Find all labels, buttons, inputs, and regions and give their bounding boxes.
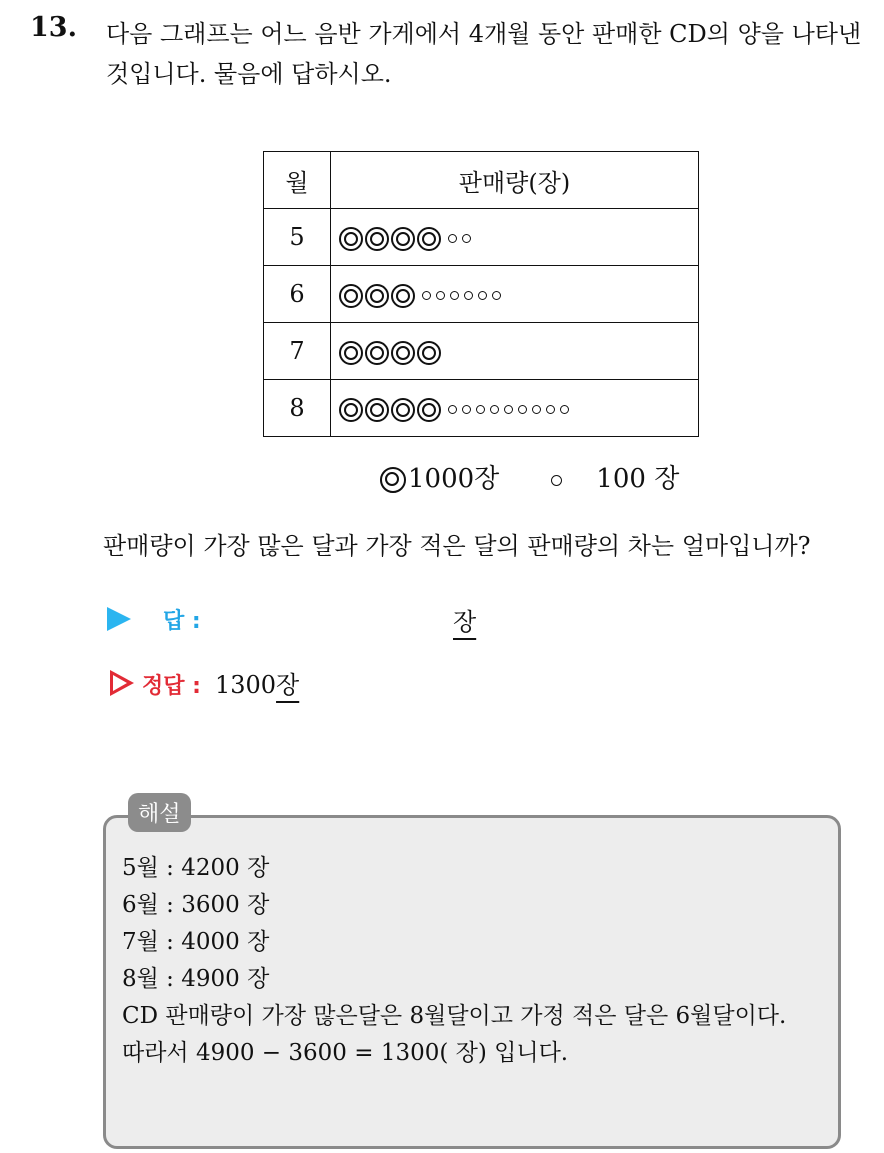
question-prompt: 판매량이 가장 많은 달과 가장 적은 달의 판매량의 차는 얼마입니까? (103, 532, 811, 560)
table-row (264, 323, 699, 380)
small-circle-icon (560, 405, 569, 414)
small-circle-icon (462, 234, 471, 243)
question-text: 다음 그래프는 어느 음반 가게에서 4개월 동안 판매한 CD의 양을 나타낸 것입니다. 물음에 답하시오. (106, 20, 862, 88)
explanation-line: 5월 : 4200 장 (122, 855, 270, 881)
big-circle-icon (365, 398, 389, 422)
small-circle-icon (422, 291, 431, 300)
big-circle-icon (417, 227, 441, 251)
correct-answer-row (110, 665, 299, 700)
answer-label: 답 : (163, 609, 201, 634)
table-header-row (264, 152, 699, 209)
small-circle-icon (450, 291, 459, 300)
big-circle-icon (380, 467, 406, 493)
small-circle-icon (492, 291, 501, 300)
symbol-cell (331, 323, 699, 380)
correct-value: 1300 (214, 671, 277, 699)
big-circle-icon (391, 398, 415, 422)
symbol-cell (331, 380, 699, 437)
big-circle-icon (417, 341, 441, 365)
explanation-text (122, 850, 838, 1072)
symbol-cell (331, 209, 699, 266)
small-circle-icon (436, 291, 445, 300)
answer-row (107, 604, 477, 636)
small-circle-icon (490, 405, 499, 414)
correct-unit: 장 (276, 671, 300, 699)
answer-unit: 장 (453, 608, 477, 636)
small-circle-icon (546, 405, 555, 414)
big-circle-icon (339, 284, 363, 308)
explanation-line: 6월 : 3600 장 (122, 892, 270, 918)
small-circle-icon (464, 291, 473, 300)
table-row (264, 266, 699, 323)
header-sales: 판매량(장) (331, 152, 699, 209)
big-circle-icon (417, 398, 441, 422)
small-circle-icon (532, 405, 541, 414)
symbol-cell (331, 266, 699, 323)
big-circle-icon (391, 341, 415, 365)
small-circle-icon (551, 475, 562, 486)
small-circle-icon (448, 234, 457, 243)
big-circle-icon (339, 398, 363, 422)
table-row (264, 380, 699, 437)
explanation-line: 7월 : 4000 장 (122, 929, 270, 955)
legend (380, 458, 679, 495)
big-circle-icon (365, 341, 389, 365)
small-circle-icon (478, 291, 487, 300)
pictograph-table (263, 151, 699, 437)
big-circle-icon (391, 284, 415, 308)
question-number: 13. (30, 12, 77, 43)
header-month: 월 (264, 152, 331, 209)
legend-big-value: 1000장 (408, 464, 500, 494)
legend-small-value: 100 장 (596, 464, 680, 494)
month-cell: 8 (264, 380, 331, 437)
big-circle-icon (365, 284, 389, 308)
correct-label: 정답 : (142, 674, 201, 699)
explanation-line: 8월 : 4900 장 (122, 966, 270, 992)
explanation-tag: 해설 (128, 793, 191, 832)
triangle-icon (107, 607, 131, 631)
month-cell: 6 (264, 266, 331, 323)
small-circle-icon (504, 405, 513, 414)
small-circle-icon (462, 405, 471, 414)
big-circle-icon (339, 227, 363, 251)
month-cell: 5 (264, 209, 331, 266)
big-circle-icon (365, 227, 389, 251)
small-circle-icon (476, 405, 485, 414)
outline-triangle-icon (110, 670, 134, 696)
small-circle-icon (518, 405, 527, 414)
month-cell: 7 (264, 323, 331, 380)
explanation-line: 따라서 4900 − 3600 = 1300( 장) 입니다. (122, 1040, 569, 1066)
explanation-line: CD 판매량이 가장 많은달은 8월달이고 가정 적은 달은 6월달이다. (122, 1003, 787, 1029)
small-circle-icon (448, 405, 457, 414)
big-circle-icon (339, 341, 363, 365)
big-circle-icon (391, 227, 415, 251)
table-row (264, 209, 699, 266)
